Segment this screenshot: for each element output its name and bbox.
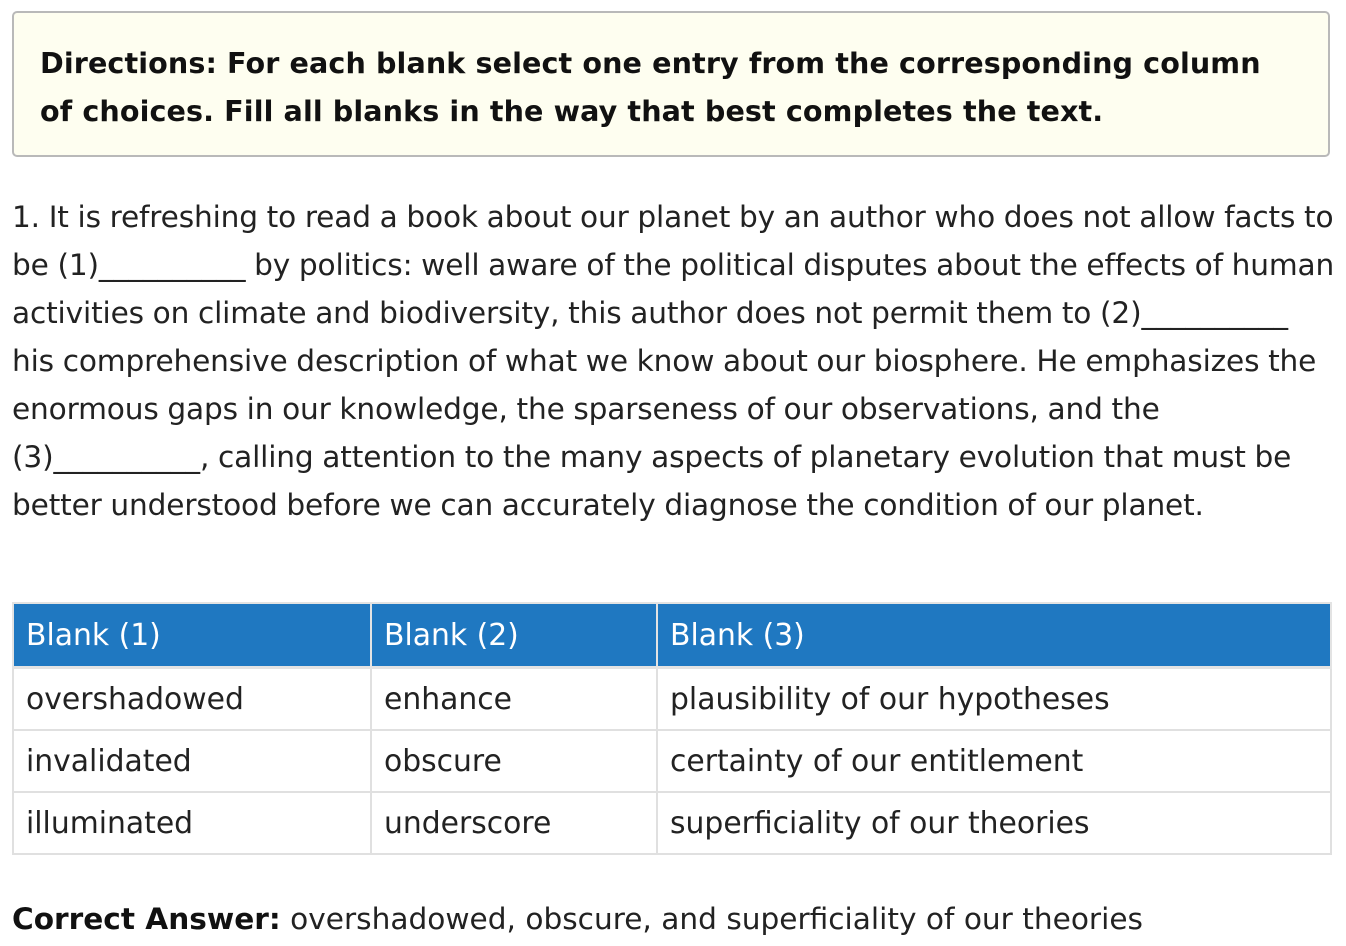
- choice-cell[interactable]: invalidated: [13, 730, 371, 792]
- choice-cell[interactable]: enhance: [371, 668, 657, 731]
- choice-cell[interactable]: underscore: [371, 792, 657, 854]
- correct-answer-value: overshadowed, obscure, and superficiality of our theories: [290, 902, 1143, 936]
- choice-cell[interactable]: superficiality of our theories: [657, 792, 1331, 854]
- question-passage: [12, 193, 1338, 529]
- choices-table: [12, 602, 1332, 855]
- passage-segment-1: It is refreshing to read a book about our planet by an author who does not allow facts to be (1): [12, 200, 1334, 282]
- correct-answer: [12, 895, 1143, 943]
- choice-cell[interactable]: certainty of our entitlement: [657, 730, 1331, 792]
- header-blank-1: Blank (1): [13, 603, 371, 668]
- passage-segment-4: , calling attention to the many aspects of planetary evolution that must be better understood before we can accurately diagnose the condition of our planet.: [12, 440, 1292, 522]
- correct-answer-label: Correct Answer:: [12, 902, 281, 936]
- passage-segment-3: his comprehensive description of what we know about our biosphere. He emphasizes the enormous gaps in our knowledge, the sparseness of our observations, and the (3): [12, 344, 1317, 474]
- choice-cell[interactable]: plausibility of our hypotheses: [657, 668, 1331, 731]
- blank-1-line: __________: [98, 248, 246, 282]
- choice-cell[interactable]: illuminated: [13, 792, 371, 854]
- header-blank-2: Blank (2): [371, 603, 657, 668]
- choice-cell[interactable]: obscure: [371, 730, 657, 792]
- table-row: [13, 668, 1331, 731]
- directions-box: [12, 11, 1330, 157]
- directions-text: Directions: For each blank select one entry from the corresponding column of choices. Fill all blanks in the way that best completes the text.: [40, 46, 1261, 128]
- table-header-row: [13, 603, 1331, 668]
- blank-2-line: __________: [1141, 296, 1288, 330]
- header-blank-3: Blank (3): [657, 603, 1331, 668]
- passage-segment-2: by politics: well aware of the political disputes about the effects of human activities on climate and biodiversity, this author does not permit them to (2): [12, 248, 1335, 330]
- question-number: 1.: [12, 200, 40, 234]
- blank-3-line: __________: [53, 440, 200, 474]
- choice-cell[interactable]: overshadowed: [13, 668, 371, 731]
- table-row: [13, 792, 1331, 854]
- table-row: [13, 730, 1331, 792]
